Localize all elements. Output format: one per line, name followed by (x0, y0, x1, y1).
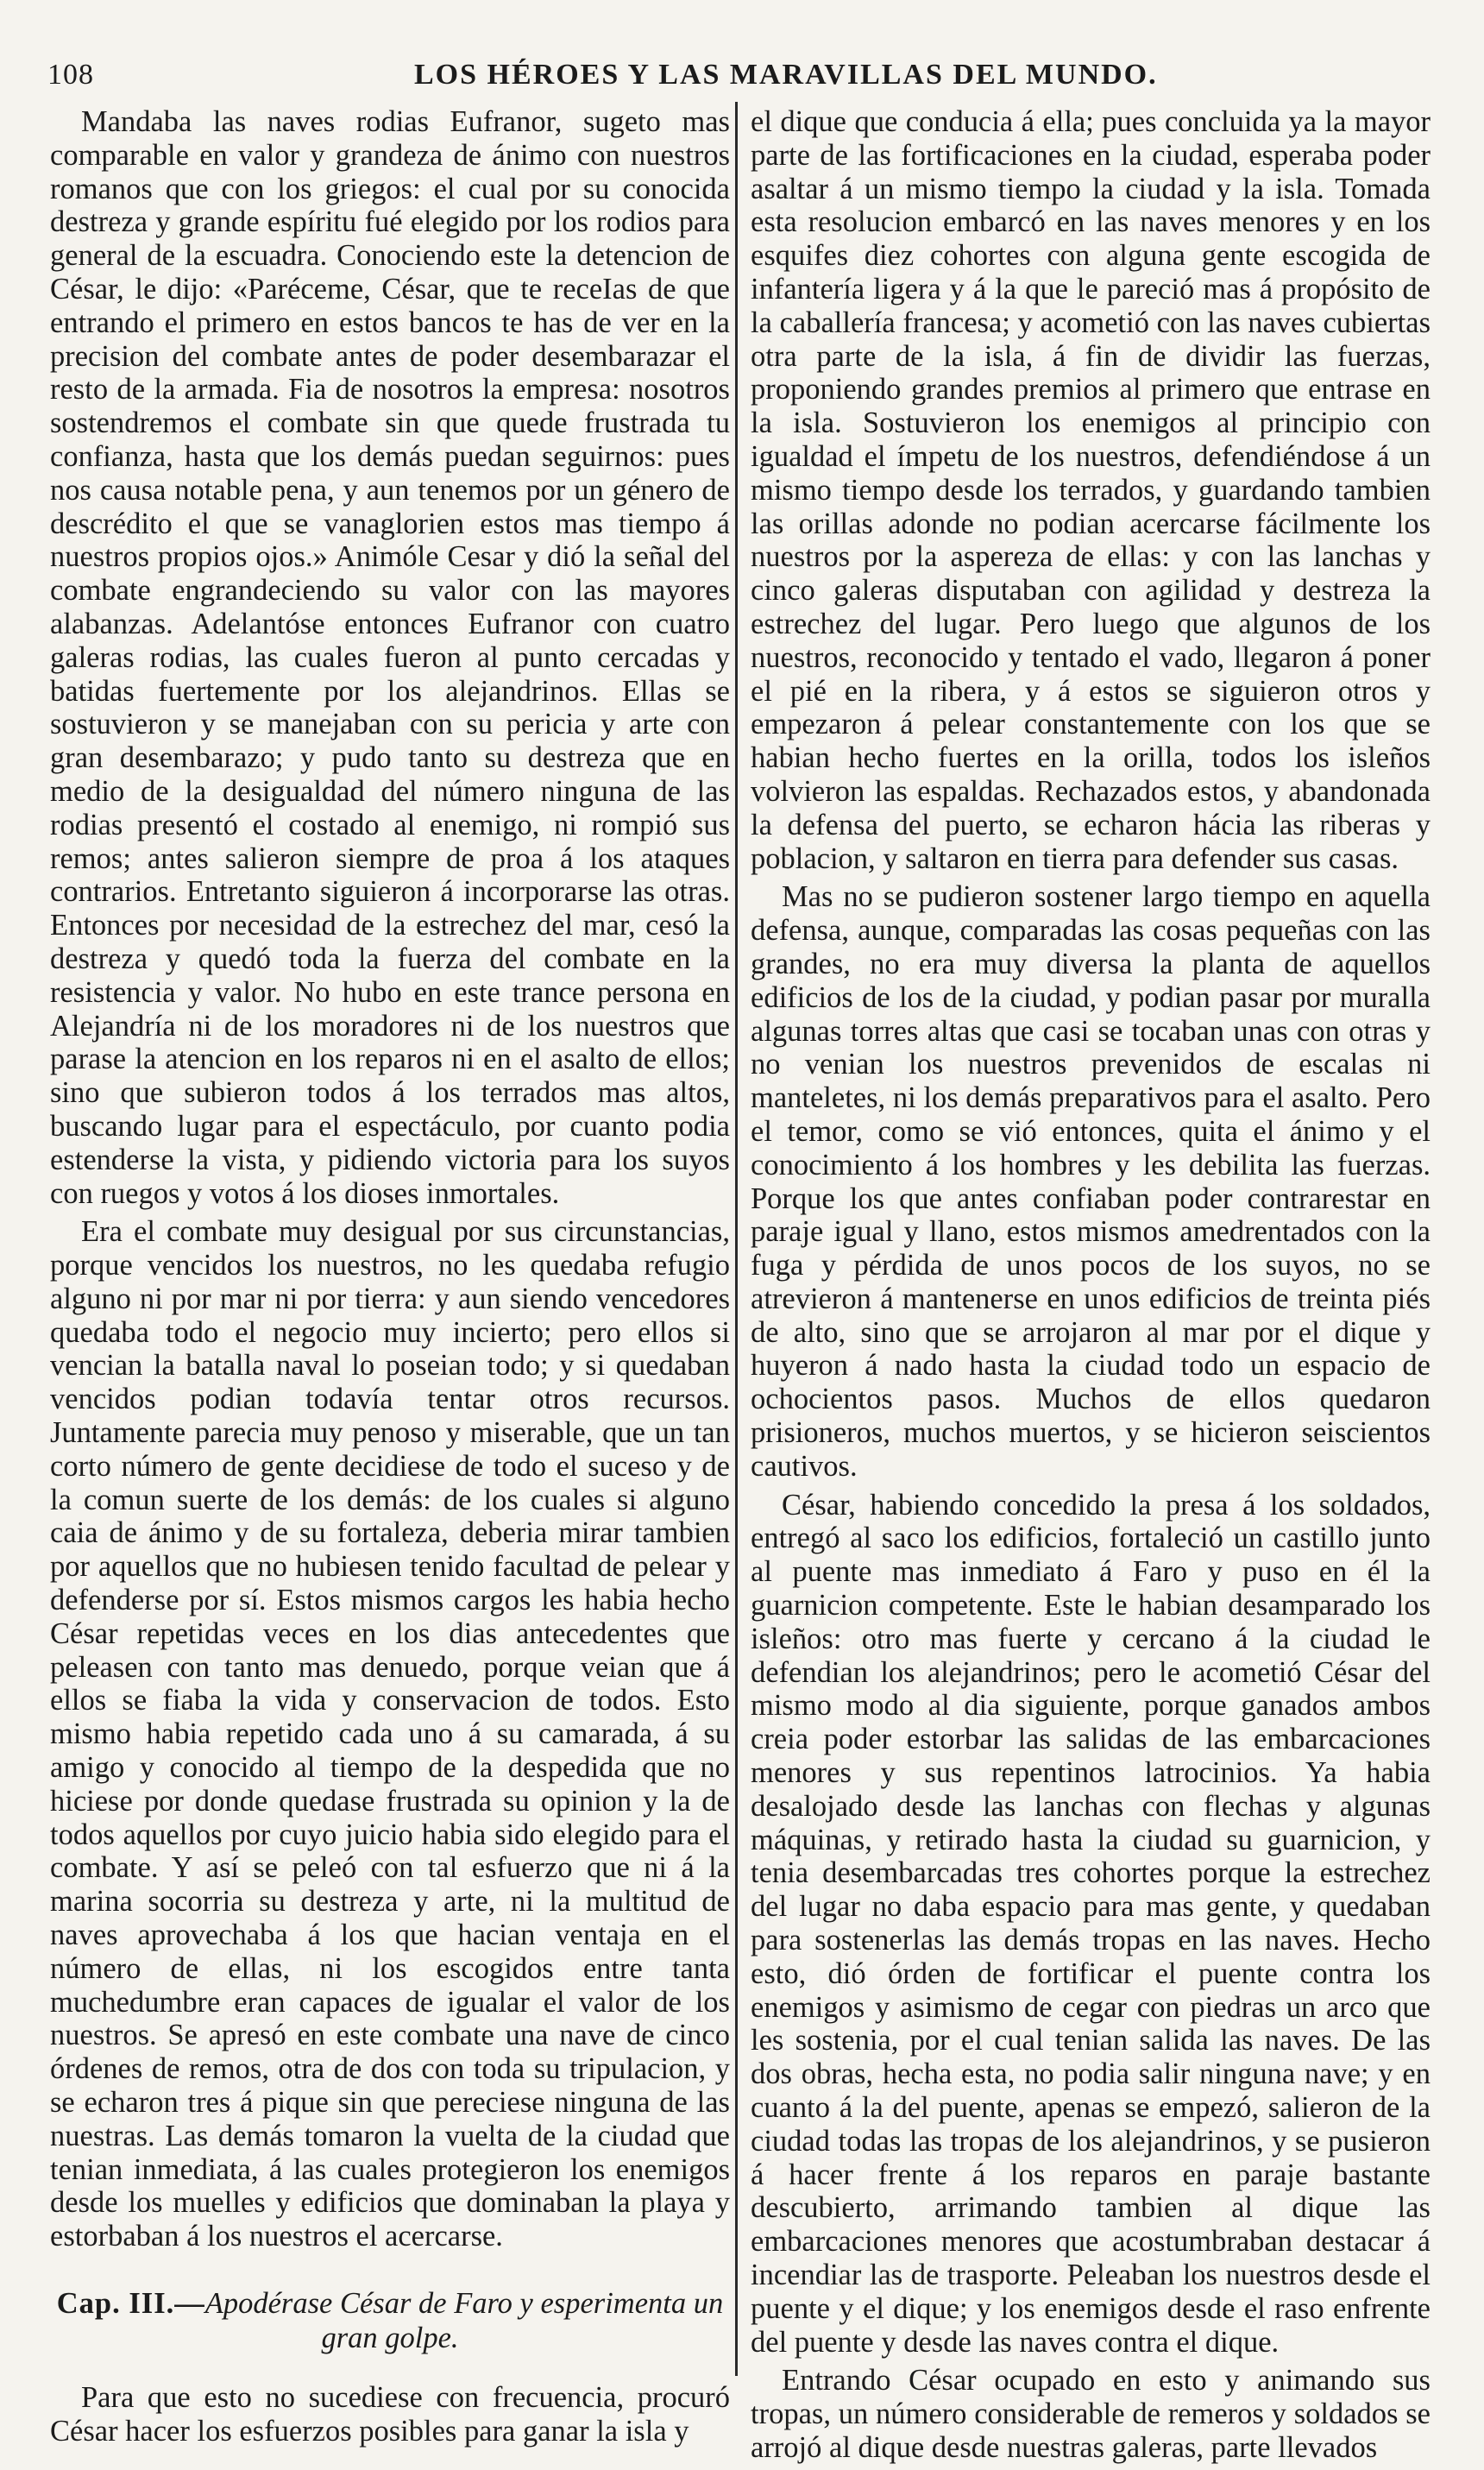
paragraph: el dique que conducia á ella; pues concluida ya la mayor parte de las fortificaciones en la ciudad, esperaba poder asaltar á un mismo tiempo la ciudad y la isla. Tomada esta resolucion embarcó en las naves menores y en los esquifes diez cohortes con alguna gente escogida de infantería ligera y á la que le pareció mas á propósito de la caballería francesa; y acometió con las naves cubiertas otra parte de la isla, á fin de dividir las fuerzas, proponiendo grandes premios al primero que entrase en la isla. Sostuvieron los enemigos al principio con igualdad el ímpetu de los nuestros, defendiéndose á un mismo tiempo desde los terrados, y guardando tambien las orillas adonde no podian acercarse fácilmente los nuestros por la aspereza de ellas: y con las lanchas y cinco galeras disputaban con agilidad y destreza la estrechez del lugar. Pero luego que algunos de los nuestros, reconocido y tentado el vado, llegaron á poner el pié en la ribera, y á estos se siguieron otros y empezaron á pelear constantemente con los que se habian hecho fuertes en la orilla, todos los isleños volvieron las espaldas. Rechazados estos, y abandonada la defensa del puerto, se echaron hácia las riberas y poblacion, y saltaron en tierra para defender sus casas. (751, 105, 1431, 875)
right-column (751, 105, 1431, 2470)
paragraph: Mas no se pudieron sostener largo tiempo en aquella defensa, aunque, comparadas las cosas pequeñas con las grandes, no era muy diversa la planta de aquellos edificios de los de la ciudad, y podian pasar por muralla algunas torres altas que casi se tocaban unas con otras y no venian los nuestros prevenidos de escalas ni manteletes, ni los demás preparativos para el asalto. Pero el temor, como se vió entonces, quita el ánimo y el conocimiento á los hombres y les debilita las fuerzas. Porque los que antes confiaban poder contrarestar en paraje igual y llano, estos mismos amedrentados con la fuga y pérdida de unos pocos de los suyos, no se atrevieron á mantenerse en unos edificios de treinta piés de alto, sino que se arrojaron al mar por el dique y huyeron á nado hasta la ciudad todo un espacio de ochocientos pasos. Muchos de ellos quedaron prisioneros, muchos muertos, y se hicieron seiscientos cautivos. (751, 880, 1431, 1483)
running-title: LOS HÉROES Y LAS MARAVILLAS DEL MUNDO. (414, 59, 1158, 91)
paragraph: César, habiendo concedido la presa á los soldados, entregó al saco los edificios, fortaleció un castillo junto al puente mas inmediato á Faro y puso en él la guarnicion competente. Este le habian desamparado los isleños: otro mas fuerte y cercano á la ciudad le defendian los alejandrinos; pero le acometió César del mismo modo al dia siguiente, porque ganados ambos creia poder estorbar las salidas de las embarcaciones menores y sus repentinos latrocinios. Ya habia desalojado desde las lanchas con flechas y algunas máquinas, y retirado hasta la ciudad su guarnicion, y tenia desembarcadas tres cohortes porque la estrechez del lugar no daba espacio para mas gente, y quedaban para sostenerlas las demás tropas en las naves. Hecho esto, dió órden de fortificar el puente contra los enemigos y asimismo de cegar con piedras un arco que les sostenia, por el cual tenian salida las naves. De las dos obras, hecha esta, no podia salir ninguna nave; y en cuanto á la del puente, apenas se empezó, salieron de la ciudad todas las tropas de los alejandrinos, y se pusieron á hacer frente á los reparos en paraje bastante descubierto, arrimando tambien al dique las embarcaciones menores que acostumbraban destacar á incendiar las de trasporte. Peleaban los nuestros desde el puente y el dique; y los enemigos desde el raso enfrente del puente y desde las naves contra el dique. (751, 1488, 1431, 2359)
paragraph: Para que esto no sucediese con frecuencia, procuró César hacer los esfuerzos posibles para ganar la isla y (50, 2381, 730, 2448)
chapter-heading (50, 2286, 730, 2355)
chapter-label: Cap. III.— (56, 2287, 205, 2320)
paragraph: Mandaba las naves rodias Eufranor, sugeto mas comparable en valor y grandeza de ánimo con nuestros romanos que con los griegos: el cual por su conocida destreza y grande espíritu fué elegido por los rodios para general de la escuadra. Conociendo este la detencion de César, le dijo: «Paréceme, César, que te receIas de que entrando el primero en estos bancos te has de ver en la precision del combate antes de poder desembarazar el resto de la armada. Fia de nosotros la empresa: nosotros sostendremos el combate sin que quede frustrada tu confianza, hasta que los demás puedan seguirnos: pues nos causa notable pena, y aun tenemos por un género de descrédito el que se vanaglorien estos mas tiempo á nuestros propios ojos.» Animóle Cesar y dió la señal del combate engrandeciendo su valor con las mayores alabanzas. Adelantóse entonces Eufranor con cuatro galeras rodias, las cuales fueron al punto cercadas y batidas fuertemente por los alejandrinos. Ellas se sostuvieron y se manejaban con su pericia y arte con gran desembarazo; y pudo tanto su destreza que en medio de la desigualdad del número ninguna de las rodias presentó el costado al enemigo, ni rompió sus remos; antes salieron siempre de proa á los ataques contrarios. Entretanto siguieron á incorporarse las otras. Entonces por necesidad de la estrechez del mar, cesó la destreza y quedó toda la fuerza del combate en la resistencia y valor. No hubo en este trance persona en Alejandría ni de los moradores ni de los nuestros que parase la atencion en los reparos ni en el asalto de ellos; sino que subieron todos á los terrados mas altos, buscando lugar para el espectáculo, por cuanto podia estenderse la vista, y pidiendo victoria para los suyos con ruegos y votos á los dioses inmortales. (50, 105, 730, 1210)
paragraph: Era el combate muy desigual por sus circunstancias, porque vencidos los nuestros, no les quedaba refugio alguno ni por mar ni por tierra: y aun siendo vencedores quedaba todo el negocio muy incierto; pero ellos si vencian la batalla naval lo poseian todo; y si quedaban vencidos podian todavía tentar otros recursos. Juntamente parecia muy penoso y miserable, que un tan corto número de gente decidiese de todo el suceso y de la comun suerte de los demás: de los cuales si alguno caia de ánimo y de su fortaleza, deberia mirar tambien por aquellos que no hubiesen tenido facultad de pelear y defenderse por sí. Estos mismos cargos les habia hecho César repetidas veces en los dias antecedentes que peleasen con tanto mas denuedo, porque veian que á ellos se fiaba la vida y conservacion de todos. Esto mismo habia repetido cada uno á su camarada, á su amigo y conocido al tiempo de la despedida que no hiciese por donde quedase frustrada su opinion y la de todos aquellos por cuyo juicio habia sido elegido para el combate. Y así se peleó con tal esfuerzo que ni á la marina socorria su destreza y arte, ni la multitud de naves aprovechaba á los que hacian ventaja en el número de ellas, ni los escogidos entre tanta muchedumbre eran capaces de igualar el valor de los nuestros. Se apresó en este combate una nave de cinco órdenes de remos, otra de dos con toda su tripulacion, y se echaron tres á pique sin que pereciese ninguna de las nuestras. Las demás tomaron la vuelta de la ciudad que tenian inmediata, á las cuales protegieron los enemigos desde los muelles y edificios que dominaban la playa y estorbaban á los nuestros el acercarse. (50, 1215, 730, 2253)
paragraph: Entrando César ocupado en esto y animando sus tropas, un número considerable de remeros y soldados se arrojó al dique desde nuestras galeras, parte llevados (751, 2364, 1431, 2464)
chapter-title: Apodérase César de Faro y esperimenta un gran golpe. (204, 2287, 724, 2354)
left-column (50, 105, 730, 2454)
page-number: 108 (47, 59, 94, 91)
column-divider (735, 102, 738, 2376)
